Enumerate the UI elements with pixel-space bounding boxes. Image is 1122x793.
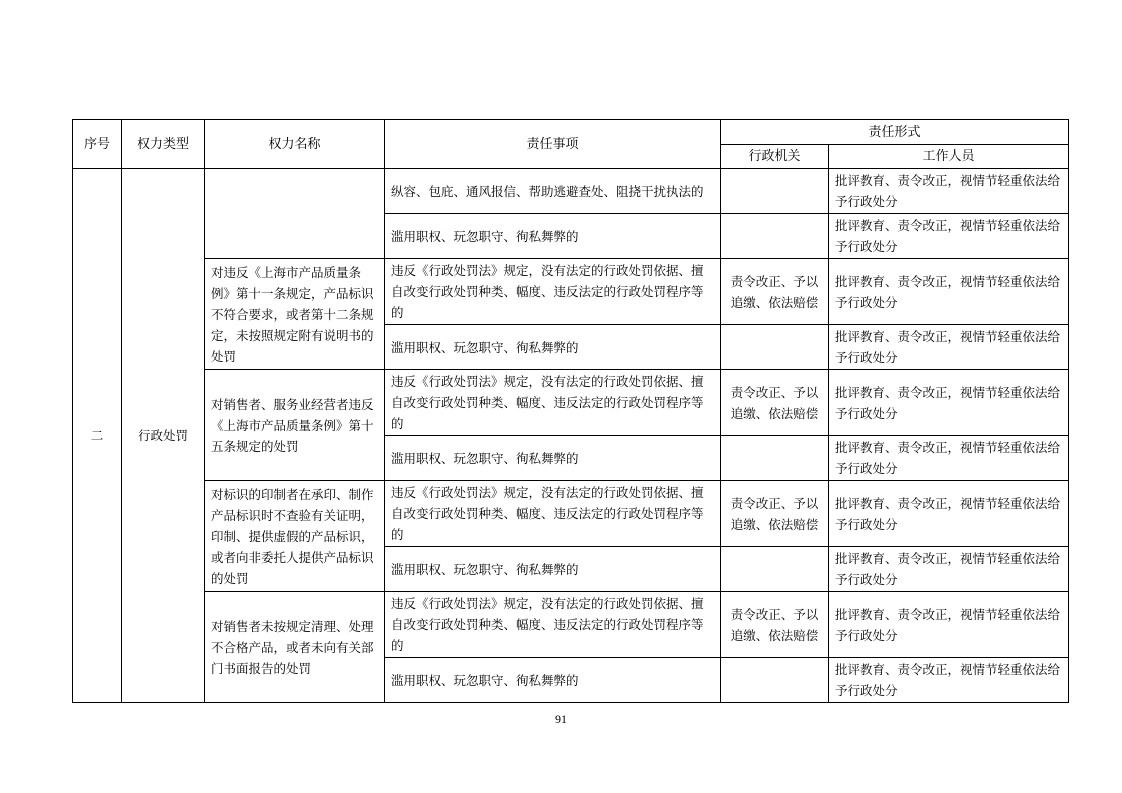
- staff-cell: 批评教育、责令改正，视情节轻重依法给予行政处分: [829, 481, 1069, 547]
- staff-cell: 批评教育、责令改正，视情节轻重依法给予行政处分: [829, 436, 1069, 481]
- agency-cell: 责令改正、予以追缴、依法赔偿: [721, 592, 829, 658]
- power-name-cell: 对标识的印制者在承印、制作产品标识时不查验有关证明，印制、提供虚假的产品标识，或者向非委托人提供产品标识的处罚: [205, 481, 385, 592]
- page-number: 91: [555, 712, 567, 726]
- staff-cell: 批评教育、责令改正，视情节轻重依法给予行政处分: [829, 658, 1069, 703]
- staff-cell: 批评教育、责令改正，视情节轻重依法给予行政处分: [829, 592, 1069, 658]
- agency-cell: 责令改正、予以追缴、依法赔偿: [721, 370, 829, 436]
- staff-cell: 批评教育、责令改正，视情节轻重依法给予行政处分: [829, 547, 1069, 592]
- header-form: 责任形式: [721, 120, 1069, 145]
- table-row: [73, 169, 1069, 214]
- header-power-name: 权力名称: [205, 120, 385, 169]
- power-name-cell: 对违反《上海市产品质量条例》第十一条规定，产品标识不符合要求，或者第十二条规定，未按照规定附有说明书的处罚: [205, 259, 385, 370]
- table-row: [73, 481, 1069, 547]
- agency-cell: [721, 325, 829, 370]
- agency-cell: [721, 658, 829, 703]
- responsibility-cell: 违反《行政处罚法》规定，没有法定的行政处罚依据、擅自改变行政处罚种类、幅度、违反法定的行政处罚程序等的: [385, 592, 721, 658]
- responsibility-cell: 滥用职权、玩忽职守、徇私舞弊的: [385, 658, 721, 703]
- header-seq: 序号: [73, 120, 122, 169]
- responsibility-cell: 纵容、包庇、通风报信、帮助逃避查处、阻挠干扰执法的: [385, 169, 721, 214]
- section-power-type: 行政处罚: [122, 169, 205, 703]
- agency-cell: 责令改正、予以追缴、依法赔偿: [721, 481, 829, 547]
- section-seq: 二: [73, 169, 122, 703]
- table-row: [73, 259, 1069, 325]
- staff-cell: 批评教育、责令改正，视情节轻重依法给予行政处分: [829, 325, 1069, 370]
- responsibility-cell: 违反《行政处罚法》规定，没有法定的行政处罚依据、擅自改变行政处罚种类、幅度、违反法定的行政处罚程序等的: [385, 370, 721, 436]
- responsibility-cell: 违反《行政处罚法》规定，没有法定的行政处罚依据、擅自改变行政处罚种类、幅度、违反法定的行政处罚程序等的: [385, 259, 721, 325]
- responsibility-cell: 滥用职权、玩忽职守、徇私舞弊的: [385, 547, 721, 592]
- header-agency: 行政机关: [721, 145, 829, 169]
- responsibility-cell: 滥用职权、玩忽职守、徇私舞弊的: [385, 214, 721, 259]
- power-name-cell: [205, 169, 385, 259]
- header-staff: 工作人员: [829, 145, 1069, 169]
- responsibility-cell: 违反《行政处罚法》规定，没有法定的行政处罚依据、擅自改变行政处罚种类、幅度、违反法定的行政处罚程序等的: [385, 481, 721, 547]
- agency-cell: [721, 169, 829, 214]
- responsibility-cell: 滥用职权、玩忽职守、徇私舞弊的: [385, 325, 721, 370]
- agency-cell: [721, 547, 829, 592]
- staff-cell: 批评教育、责令改正，视情节轻重依法给予行政处分: [829, 259, 1069, 325]
- header-responsibility: 责任事项: [385, 120, 721, 169]
- responsibility-table: [72, 119, 1069, 703]
- agency-cell: 责令改正、予以追缴、依法赔偿: [721, 259, 829, 325]
- power-name-cell: 对销售者未按规定清理、处理不合格产品，或者未向有关部门书面报告的处罚: [205, 592, 385, 703]
- agency-cell: [721, 436, 829, 481]
- table-row: [73, 370, 1069, 436]
- power-name-cell: 对销售者、服务业经营者违反《上海市产品质量条例》第十五条规定的处罚: [205, 370, 385, 481]
- agency-cell: [721, 214, 829, 259]
- responsibility-cell: 滥用职权、玩忽职守、徇私舞弊的: [385, 436, 721, 481]
- header-power-type: 权力类型: [122, 120, 205, 169]
- staff-cell: 批评教育、责令改正，视情节轻重依法给予行政处分: [829, 169, 1069, 214]
- staff-cell: 批评教育、责令改正，视情节轻重依法给予行政处分: [829, 214, 1069, 259]
- table-row: [73, 592, 1069, 658]
- staff-cell: 批评教育、责令改正，视情节轻重依法给予行政处分: [829, 370, 1069, 436]
